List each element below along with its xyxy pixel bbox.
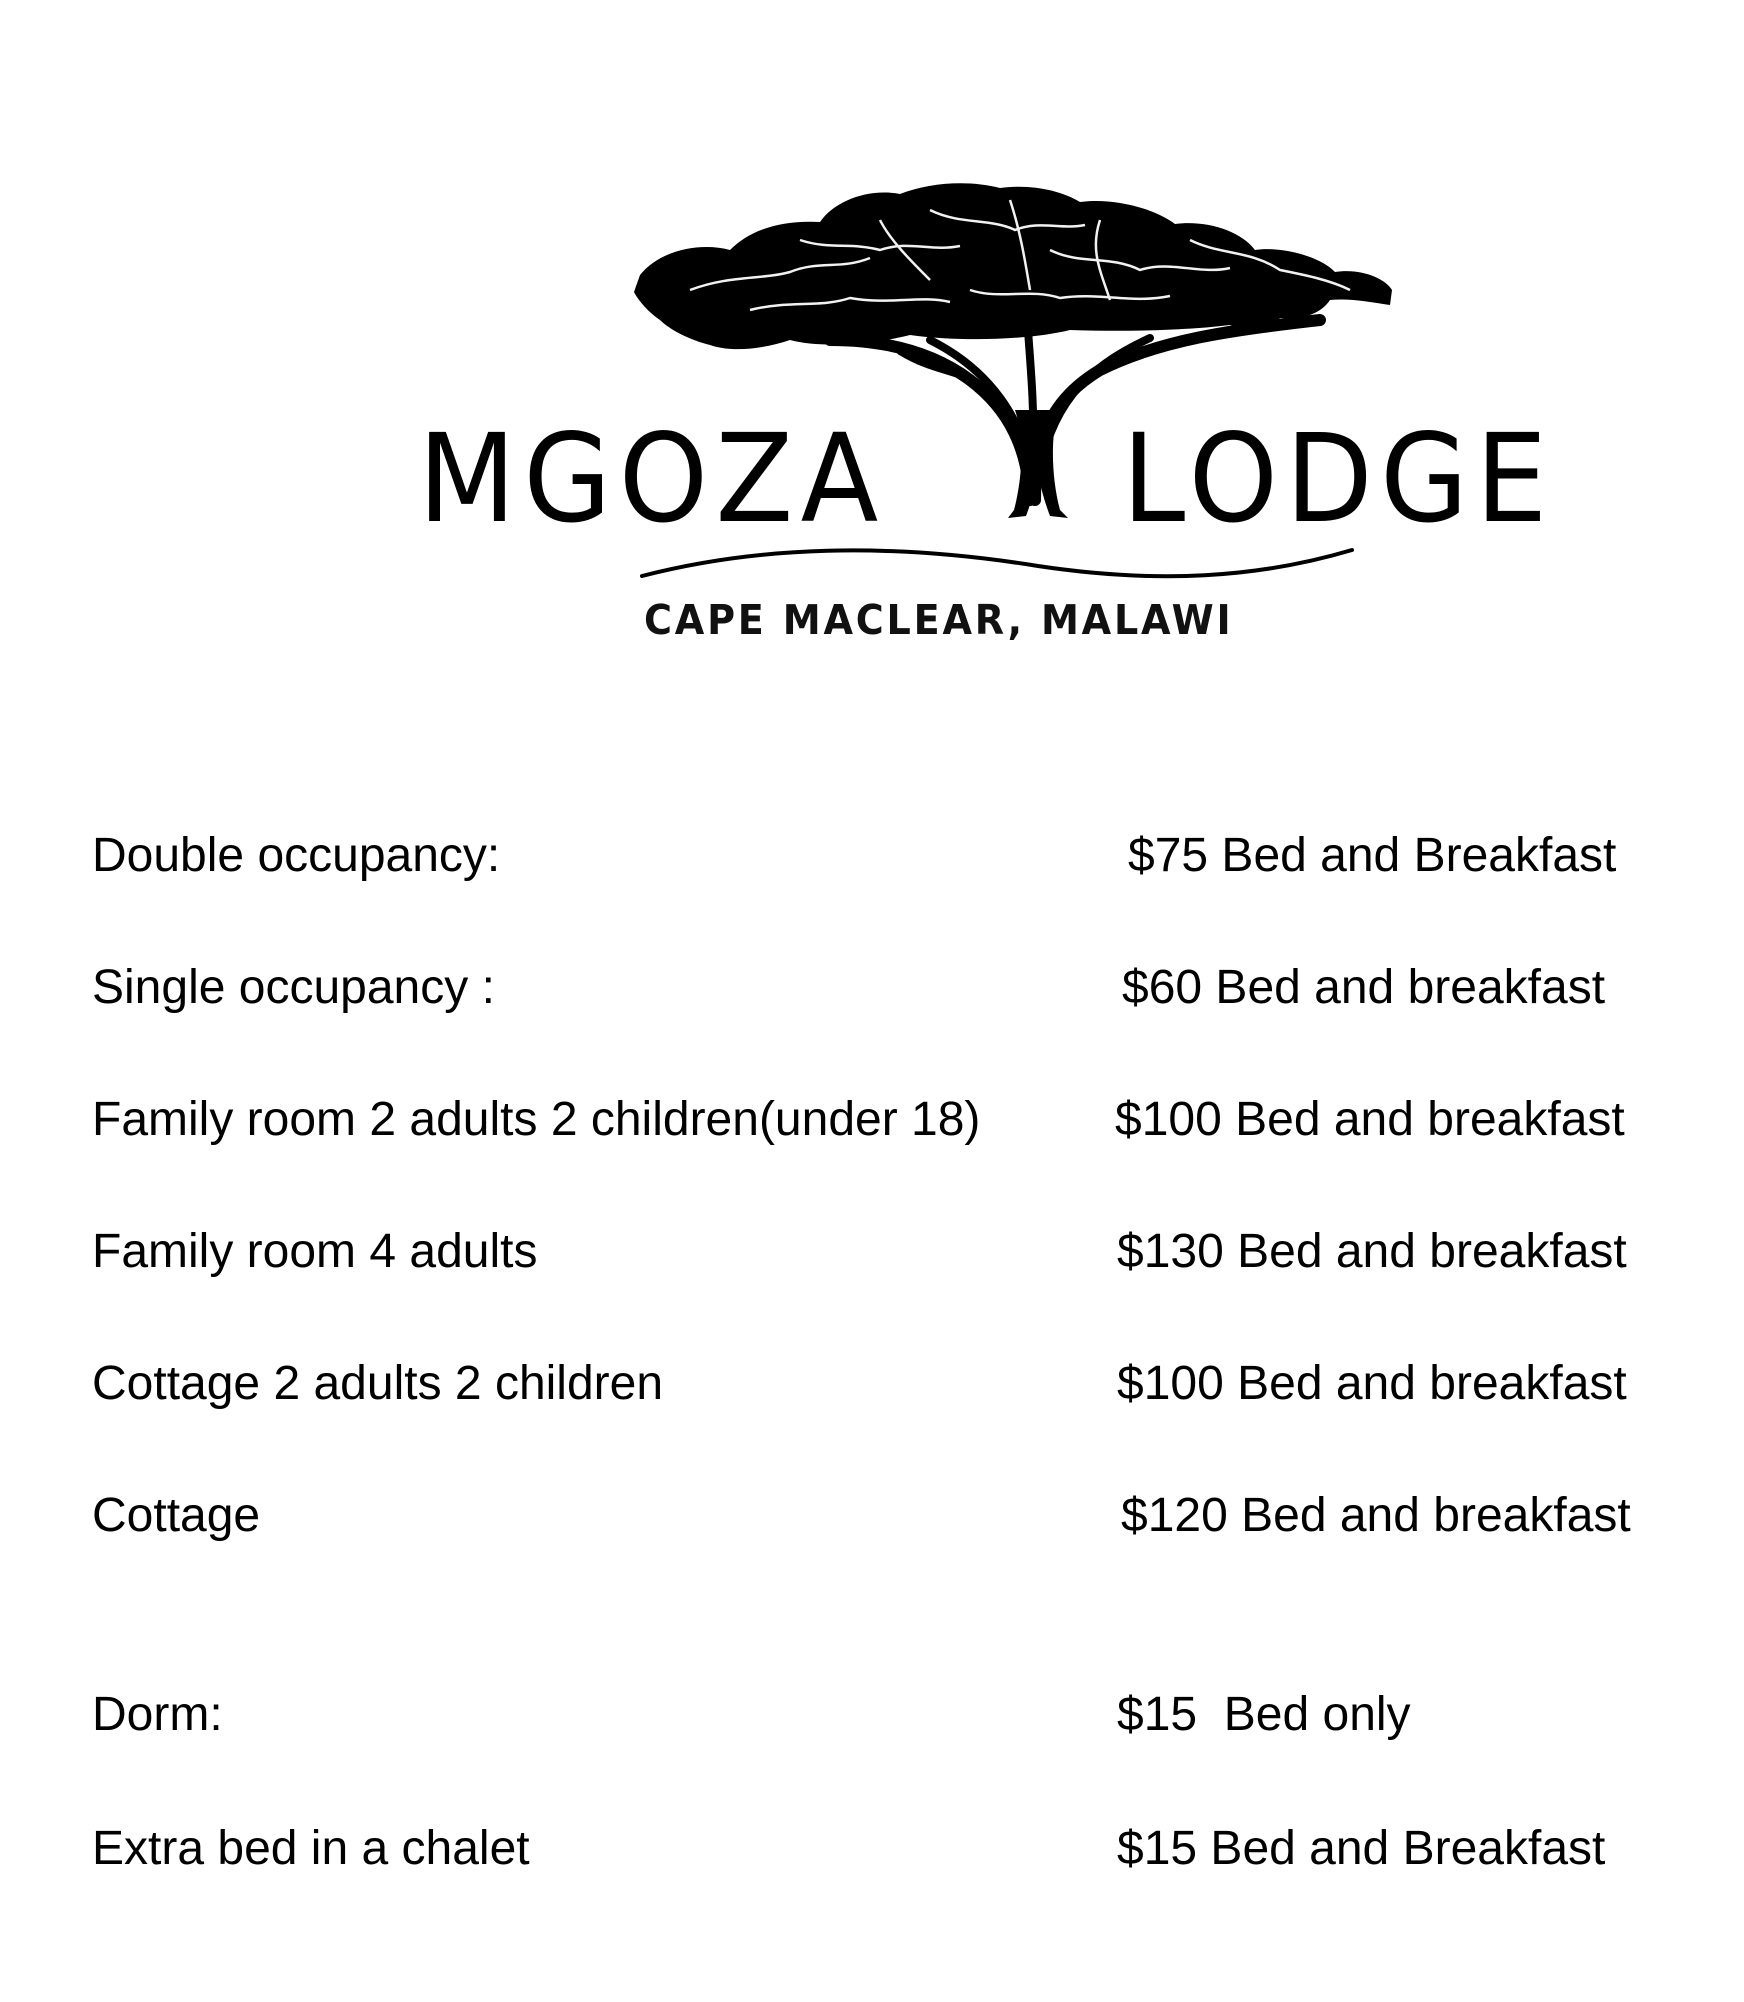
rate-price: $60 Bed and breakfast bbox=[1122, 961, 1606, 1014]
rate-row bbox=[0, 1093, 1744, 1156]
rate-row bbox=[0, 961, 1744, 1024]
rate-row bbox=[0, 1688, 1744, 1751]
rate-label: Cottage bbox=[92, 1489, 261, 1542]
rate-row bbox=[0, 829, 1744, 892]
brand-name-right: LODGE bbox=[1122, 408, 1555, 550]
rate-row bbox=[0, 1489, 1744, 1552]
tagline: CAPE MACLEAR, MALAWI bbox=[644, 596, 1234, 644]
rate-price: $100 Bed and breakfast bbox=[1117, 1357, 1627, 1410]
brand-name-left: MGOZA bbox=[418, 408, 886, 550]
rate-label: Single occupancy : bbox=[92, 961, 495, 1014]
rate-price: $100 Bed and breakfast bbox=[1115, 1093, 1625, 1146]
rate-label: Family room 4 adults bbox=[92, 1225, 538, 1278]
wave-line-icon bbox=[638, 540, 1358, 590]
rate-label: Family room 2 adults 2 children(under 18) bbox=[92, 1093, 981, 1146]
rate-price: $15 Bed only bbox=[1117, 1688, 1411, 1741]
rate-row bbox=[0, 1225, 1744, 1288]
rate-label: Extra bed in a chalet bbox=[92, 1822, 530, 1875]
rate-label: Double occupancy: bbox=[92, 829, 501, 882]
rate-price: $120 Bed and breakfast bbox=[1121, 1489, 1631, 1542]
rate-price: $130 Bed and breakfast bbox=[1117, 1225, 1627, 1278]
rate-price: $75 Bed and Breakfast bbox=[1128, 829, 1617, 882]
lodge-logo bbox=[0, 0, 1744, 700]
rate-row bbox=[0, 1357, 1744, 1420]
rate-label: Dorm: bbox=[92, 1688, 223, 1741]
rate-row bbox=[0, 1822, 1744, 1885]
rate-price: $15 Bed and Breakfast bbox=[1117, 1822, 1606, 1875]
rate-label: Cottage 2 adults 2 children bbox=[92, 1357, 664, 1410]
